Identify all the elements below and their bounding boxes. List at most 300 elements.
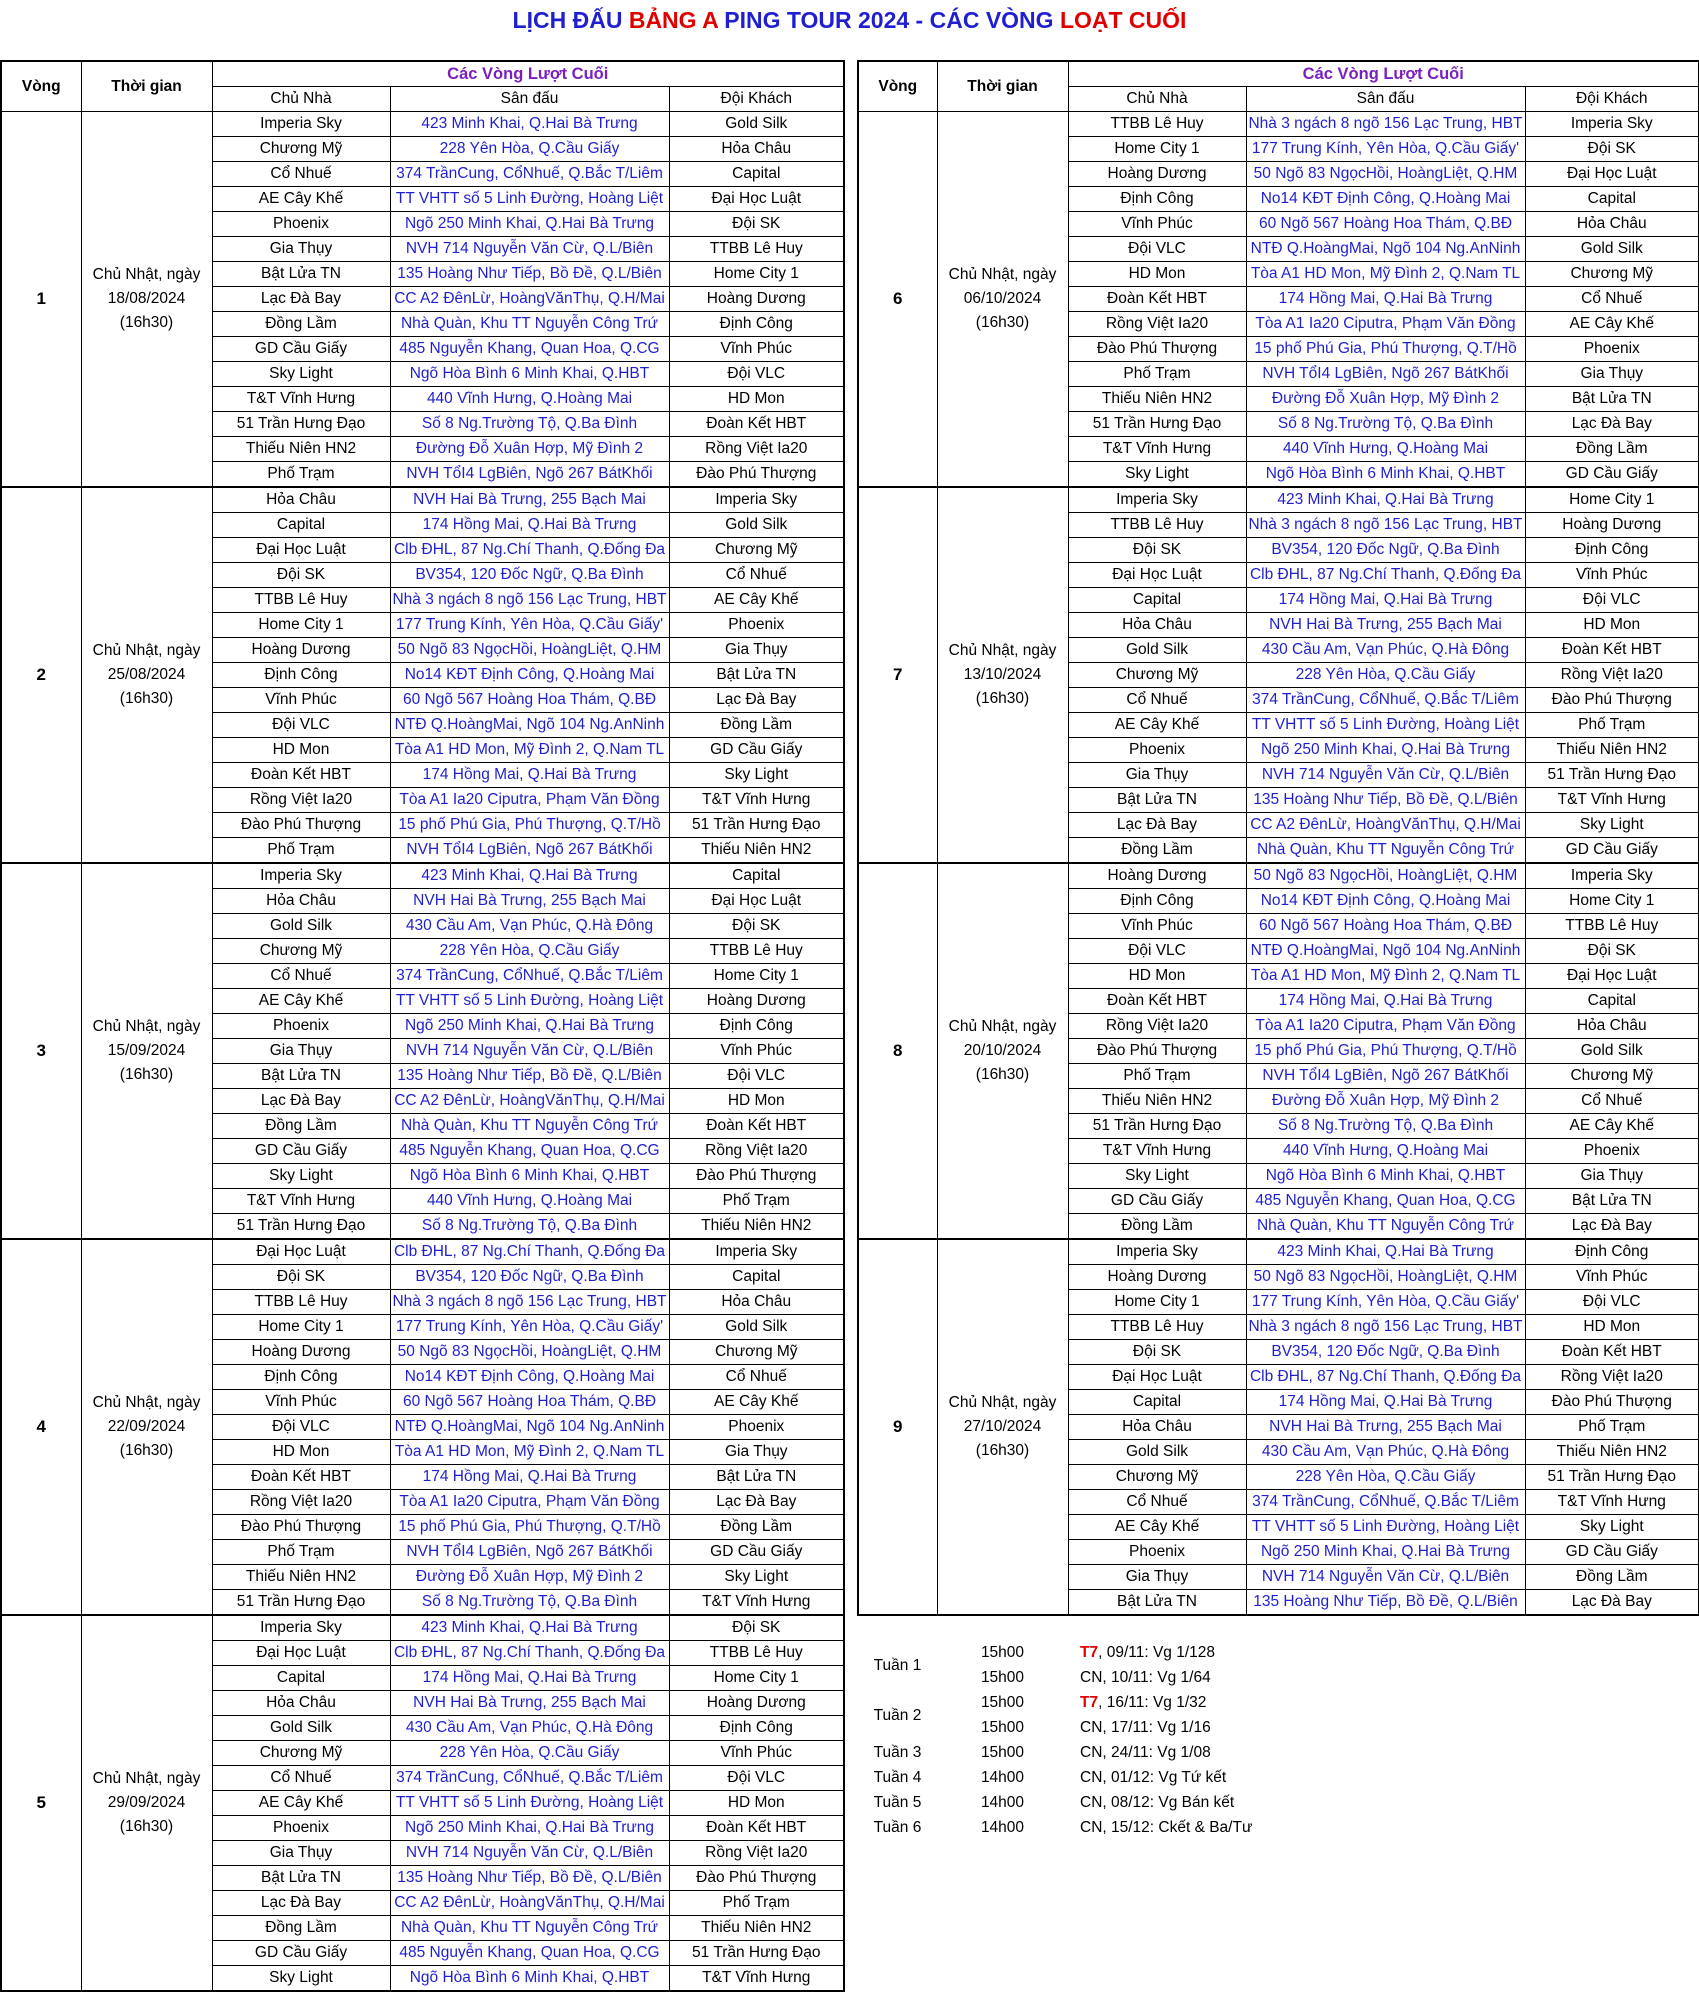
away-team: TTBB Lê Huy	[669, 237, 844, 262]
home-team: Thiếu Niên HN2	[1068, 387, 1246, 412]
away-team: Rồng Việt Ia20	[1525, 1365, 1699, 1390]
venue: 228 Yên Hòa, Q.Cầu Giấy	[390, 939, 669, 964]
venue: Tòa A1 HD Mon, Mỹ Đình 2, Q.Nam TL	[1246, 262, 1525, 287]
venue: NVH 714 Nguyễn Văn Cừ, Q.L/Biên	[390, 1841, 669, 1866]
home-team: Đào Phú Thượng	[212, 1515, 390, 1540]
home-team: Thiếu Niên HN2	[212, 1565, 390, 1590]
header-thoi-gian: Thời gian	[937, 61, 1068, 112]
home-team: Phoenix	[1068, 738, 1246, 763]
away-team: Phố Trạm	[1525, 1415, 1699, 1440]
venue: Số 8 Ng.Trường Tộ, Q.Ba Đình	[390, 1214, 669, 1240]
home-team: GD Cầu Giấy	[212, 1139, 390, 1164]
venue: Số 8 Ng.Trường Tộ, Q.Ba Đình	[1246, 412, 1525, 437]
away-team: Đào Phú Thượng	[669, 1866, 844, 1891]
venue: Clb ĐHL, 87 Ng.Chí Thanh, Q.Đống Đa	[390, 538, 669, 563]
venue: 50 Ngõ 83 NgọcHồi, HoàngLiệt, Q.HM	[390, 638, 669, 663]
venue: 430 Cầu Am, Vạn Phúc, Q.Hà Đông	[1246, 1440, 1525, 1465]
venue: 423 Minh Khai, Q.Hai Bà Trưng	[1246, 487, 1525, 513]
home-team: Lạc Đà Bay	[212, 287, 390, 312]
venue: 440 Vĩnh Hưng, Q.Hoàng Mai	[1246, 437, 1525, 462]
home-team: Đội VLC	[1068, 237, 1246, 262]
away-team: 51 Trần Hưng Đạo	[1525, 1465, 1699, 1490]
home-team: Đồng Lầm	[1068, 838, 1246, 864]
venue: 374 TrầnCung, CổNhuế, Q.Bắc T/Liêm	[390, 964, 669, 989]
home-team: Lạc Đà Bay	[1068, 813, 1246, 838]
away-team: Đào Phú Thượng	[1525, 688, 1699, 713]
home-team: HD Mon	[212, 738, 390, 763]
venue: Tòa A1 Ia20 Ciputra, Phạm Văn Đồng	[1246, 312, 1525, 337]
venue: Ngõ 250 Minh Khai, Q.Hai Bà Trưng	[1246, 738, 1525, 763]
home-team: Rồng Việt Ia20	[1068, 1014, 1246, 1039]
venue: 485 Nguyễn Khang, Quan Hoa, Q.CG	[390, 1139, 669, 1164]
venue: NVH 714 Nguyễn Văn Cừ, Q.L/Biên	[390, 237, 669, 262]
round-number: 5	[1, 1615, 81, 1991]
away-team: Cổ Nhuế	[669, 563, 844, 588]
venue: NVH TổI4 LgBiên, Ngõ 267 BátKhối	[390, 838, 669, 864]
header-chu-nha: Chủ Nhà	[212, 87, 390, 112]
venue: Số 8 Ng.Trường Tộ, Q.Ba Đình	[390, 412, 669, 437]
home-team: Vĩnh Phúc	[1068, 212, 1246, 237]
venue: 174 Hồng Mai, Q.Hai Bà Trưng	[390, 763, 669, 788]
away-team: Cổ Nhuế	[1525, 287, 1699, 312]
venue: TT VHTT số 5 Linh Đường, Hoàng Liệt	[390, 187, 669, 212]
knockout-hour: 15h00	[980, 1669, 1025, 1686]
knockout-detail: CN, 24/11: Vg 1/08	[1080, 1744, 1211, 1761]
round-time: Chủ Nhật, ngày 29/09/2024 (16h30)	[81, 1615, 212, 1991]
venue: 430 Cầu Am, Vạn Phúc, Q.Hà Đông	[1246, 638, 1525, 663]
home-team: T&T Vĩnh Hưng	[1068, 437, 1246, 462]
away-team: Định Công	[669, 1716, 844, 1741]
round-number: 9	[858, 1239, 937, 1615]
knockout-week: Tuần 6	[873, 1819, 922, 1836]
round-number: 7	[858, 487, 937, 863]
venue: Clb ĐHL, 87 Ng.Chí Thanh, Q.Đống Đa	[1246, 563, 1525, 588]
away-team: AE Cây Khế	[669, 1390, 844, 1415]
away-team: AE Cây Khế	[1525, 312, 1699, 337]
venue: Nhà 3 ngách 8 ngõ 156 Lạc Trung, HBT	[1246, 513, 1525, 538]
table-row	[858, 1239, 1699, 1265]
home-team: Cổ Nhuế	[212, 1766, 390, 1791]
venue: 440 Vĩnh Hưng, Q.Hoàng Mai	[390, 1189, 669, 1214]
header-doi-khach: Đội Khách	[669, 87, 844, 112]
knockout-desc	[1068, 1815, 1699, 1840]
home-team: Hoàng Dương	[212, 638, 390, 663]
venue: No14 KĐT Định Công, Q.Hoàng Mai	[1246, 889, 1525, 914]
round-time: Chủ Nhật, ngày 06/10/2024 (16h30)	[937, 112, 1068, 488]
away-team: TTBB Lê Huy	[669, 939, 844, 964]
home-team: AE Cây Khế	[1068, 713, 1246, 738]
away-team: Gia Thụy	[1525, 1164, 1699, 1189]
away-team: GD Cầu Giấy	[1525, 462, 1699, 488]
away-team: TTBB Lê Huy	[1525, 914, 1699, 939]
away-team: Phố Trạm	[669, 1891, 844, 1916]
away-team: Đoàn Kết HBT	[1525, 1340, 1699, 1365]
home-team: Bật Lửa TN	[212, 1866, 390, 1891]
away-team: 51 Trần Hưng Đạo	[669, 1941, 844, 1966]
away-team: Lạc Đà Bay	[669, 688, 844, 713]
away-team: Định Công	[1525, 538, 1699, 563]
home-team: Hỏa Châu	[1068, 1415, 1246, 1440]
home-team: Rồng Việt Ia20	[1068, 312, 1246, 337]
home-team: Đoàn Kết HBT	[212, 1465, 390, 1490]
away-team: Gia Thụy	[669, 638, 844, 663]
away-team: Vĩnh Phúc	[669, 1741, 844, 1766]
home-team: Capital	[1068, 1390, 1246, 1415]
venue: Ngõ 250 Minh Khai, Q.Hai Bà Trưng	[1246, 1540, 1525, 1565]
away-team: Imperia Sky	[669, 487, 844, 513]
header-vong: Vòng	[858, 61, 937, 112]
venue: BV354, 120 Đốc Ngữ, Q.Ba Đình	[390, 1265, 669, 1290]
away-team: Đại Học Luật	[1525, 964, 1699, 989]
venue: Ngõ 250 Minh Khai, Q.Hai Bà Trưng	[390, 212, 669, 237]
away-team: Đội SK	[1525, 939, 1699, 964]
away-team: T&T Vĩnh Hưng	[1525, 788, 1699, 813]
knockout-hour: 15h00	[980, 1719, 1025, 1736]
venue: 440 Vĩnh Hưng, Q.Hoàng Mai	[390, 387, 669, 412]
round-number: 4	[1, 1239, 81, 1615]
home-team: Hoàng Dương	[1068, 1265, 1246, 1290]
venue: NVH TổI4 LgBiên, Ngõ 267 BátKhối	[390, 462, 669, 488]
home-team: Chương Mỹ	[212, 1741, 390, 1766]
knockout-detail: CN, 10/11: Vg 1/64	[1080, 1669, 1211, 1686]
home-team: Đại Học Luật	[212, 538, 390, 563]
venue: 15 phố Phú Gia, Phú Thượng, Q.T/Hồ	[1246, 1039, 1525, 1064]
venue: Nhà Quàn, Khu TT Nguyễn Công Trứ	[390, 1916, 669, 1941]
venue: Đường Đỗ Xuân Hợp, Mỹ Đình 2	[1246, 387, 1525, 412]
home-team: Home City 1	[212, 613, 390, 638]
home-team: Cổ Nhuế	[212, 162, 390, 187]
away-team: HD Mon	[669, 1791, 844, 1816]
away-team: Đội VLC	[1525, 1290, 1699, 1315]
venue: NVH TổI4 LgBiên, Ngõ 267 BátKhối	[390, 1540, 669, 1565]
venue: BV354, 120 Đốc Ngữ, Q.Ba Đình	[1246, 538, 1525, 563]
venue: No14 KĐT Định Công, Q.Hoàng Mai	[390, 1365, 669, 1390]
venue: 60 Ngõ 567 Hoàng Hoa Thám, Q.BĐ	[390, 1390, 669, 1415]
table-row	[1, 1239, 844, 1265]
home-team: Phố Trạm	[212, 1540, 390, 1565]
away-team: GD Cầu Giấy	[1525, 838, 1699, 864]
knockout-desc	[1068, 1790, 1699, 1815]
away-team: Đội SK	[1525, 137, 1699, 162]
away-team: GD Cầu Giấy	[1525, 1540, 1699, 1565]
away-team: Gold Silk	[669, 513, 844, 538]
round-time: Chủ Nhật, ngày 22/09/2024 (16h30)	[81, 1239, 212, 1615]
knockout-detail: , 16/11: Vg 1/32	[1098, 1694, 1207, 1711]
venue: Ngõ Hòa Bình 6 Minh Khai, Q.HBT	[1246, 462, 1525, 488]
away-team: Đại Học Luật	[669, 187, 844, 212]
away-team: Đồng Lầm	[669, 1515, 844, 1540]
away-team: Đại Học Luật	[1525, 162, 1699, 187]
venue: Đường Đỗ Xuân Hợp, Mỹ Đình 2	[1246, 1089, 1525, 1114]
away-team: Hoàng Dương	[669, 287, 844, 312]
away-team: Đào Phú Thượng	[669, 1164, 844, 1189]
home-team: Home City 1	[212, 1315, 390, 1340]
away-team: Định Công	[669, 312, 844, 337]
away-team: Gia Thụy	[669, 1440, 844, 1465]
venue: 228 Yên Hòa, Q.Cầu Giấy	[390, 137, 669, 162]
away-team: Hỏa Châu	[1525, 212, 1699, 237]
venue: 135 Hoàng Như Tiếp, Bồ Đề, Q.L/Biên	[390, 262, 669, 287]
away-team: Bật Lửa TN	[1525, 1189, 1699, 1214]
home-team: HD Mon	[212, 1440, 390, 1465]
away-team: Rồng Việt Ia20	[1525, 663, 1699, 688]
away-team: Đoàn Kết HBT	[669, 1114, 844, 1139]
away-team: T&T Vĩnh Hưng	[669, 1966, 844, 1992]
venue: NTĐ Q.HoàngMai, Ngõ 104 Ng.AnNinh	[390, 713, 669, 738]
home-team: Hỏa Châu	[1068, 613, 1246, 638]
round-time: Chủ Nhật, ngày 18/08/2024 (16h30)	[81, 112, 212, 488]
away-team: Gold Silk	[669, 1315, 844, 1340]
home-team: Đội VLC	[1068, 939, 1246, 964]
venue: Clb ĐHL, 87 Ng.Chí Thanh, Q.Đống Đa	[1246, 1365, 1525, 1390]
round-time: Chủ Nhật, ngày 20/10/2024 (16h30)	[937, 863, 1068, 1239]
away-team: GD Cầu Giấy	[669, 1540, 844, 1565]
home-team: Imperia Sky	[212, 863, 390, 889]
home-team: Phố Trạm	[1068, 362, 1246, 387]
knockout-hour: 14h00	[980, 1794, 1025, 1811]
away-team: Home City 1	[1525, 889, 1699, 914]
venue: Tòa A1 Ia20 Ciputra, Phạm Văn Đồng	[1246, 1014, 1525, 1039]
venue: 50 Ngõ 83 NgọcHồi, HoàngLiệt, Q.HM	[390, 1340, 669, 1365]
away-team: Đồng Lầm	[1525, 1565, 1699, 1590]
away-team: Chương Mỹ	[1525, 262, 1699, 287]
home-team: 51 Trần Hưng Đạo	[1068, 412, 1246, 437]
home-team: Chương Mỹ	[212, 939, 390, 964]
venue: 374 TrầnCung, CổNhuế, Q.Bắc T/Liêm	[390, 1766, 669, 1791]
venue: No14 KĐT Định Công, Q.Hoàng Mai	[390, 663, 669, 688]
venue: Nhà 3 ngách 8 ngõ 156 Lạc Trung, HBT	[390, 1290, 669, 1315]
venue: Số 8 Ng.Trường Tộ, Q.Ba Đình	[1246, 1114, 1525, 1139]
venue: 15 phố Phú Gia, Phú Thượng, Q.T/Hồ	[390, 1515, 669, 1540]
venue: 177 Trung Kính, Yên Hòa, Q.Cầu Giấy'	[1246, 137, 1525, 162]
away-team: Lạc Đà Bay	[669, 1490, 844, 1515]
home-team: T&T Vĩnh Hưng	[212, 387, 390, 412]
venue: TT VHTT số 5 Linh Đường, Hoàng Liệt	[1246, 1515, 1525, 1540]
away-team: Home City 1	[669, 964, 844, 989]
venue: 135 Hoàng Như Tiếp, Bồ Đề, Q.L/Biên	[390, 1866, 669, 1891]
home-team: Đồng Lầm	[212, 1916, 390, 1941]
home-team: Lạc Đà Bay	[212, 1089, 390, 1114]
away-team: 51 Trần Hưng Đạo	[669, 813, 844, 838]
away-team: Capital	[1525, 187, 1699, 212]
away-team: Rồng Việt Ia20	[669, 1139, 844, 1164]
away-team: Thiếu Niên HN2	[669, 1916, 844, 1941]
home-team: Cổ Nhuế	[1068, 1490, 1246, 1515]
venue: 50 Ngõ 83 NgọcHồi, HoàngLiệt, Q.HM	[1246, 863, 1525, 889]
venue: 177 Trung Kính, Yên Hòa, Q.Cầu Giấy'	[390, 613, 669, 638]
home-team: Định Công	[1068, 187, 1246, 212]
venue: 485 Nguyễn Khang, Quan Hoa, Q.CG	[390, 337, 669, 362]
away-team: Hoàng Dương	[1525, 513, 1699, 538]
knockout-desc	[1068, 1665, 1699, 1690]
knockout-timetable	[858, 1640, 1699, 1840]
venue: NVH TổI4 LgBiên, Ngõ 267 BátKhối	[1246, 1064, 1525, 1089]
venue: BV354, 120 Đốc Ngữ, Q.Ba Đình	[390, 563, 669, 588]
home-team: Imperia Sky	[212, 112, 390, 137]
home-team: Đội VLC	[212, 713, 390, 738]
venue: NVH Hai Bà Trưng, 255 Bạch Mai	[390, 487, 669, 513]
home-team: Hoàng Dương	[1068, 162, 1246, 187]
away-team: Sky Light	[669, 763, 844, 788]
venue: Nhà Quàn, Khu TT Nguyễn Công Trứ	[1246, 838, 1525, 864]
home-team: Đồng Lầm	[1068, 1214, 1246, 1240]
away-team: Home City 1	[669, 262, 844, 287]
round-time: Chủ Nhật, ngày 15/09/2024 (16h30)	[81, 863, 212, 1239]
venue: 228 Yên Hòa, Q.Cầu Giấy	[390, 1741, 669, 1766]
venue: CC A2 ĐênLừ, HoàngVănThụ, Q.H/Mai	[390, 1891, 669, 1916]
knockout-week: Tuần 5	[873, 1794, 922, 1811]
home-team: Thiếu Niên HN2	[1068, 1089, 1246, 1114]
round-number: 1	[1, 112, 81, 488]
header-san-dau: Sân đấu	[1246, 87, 1525, 112]
venue: 50 Ngõ 83 NgọcHồi, HoàngLiệt, Q.HM	[1246, 162, 1525, 187]
venue: NTĐ Q.HoàngMai, Ngõ 104 Ng.AnNinh	[1246, 939, 1525, 964]
home-team: Sky Light	[212, 1966, 390, 1992]
away-team: HD Mon	[1525, 613, 1699, 638]
header-group: Các Vòng Lượt Cuối	[212, 61, 844, 87]
venue: Clb ĐHL, 87 Ng.Chí Thanh, Q.Đống Đa	[390, 1641, 669, 1666]
home-team: Gia Thụy	[212, 1039, 390, 1064]
knockout-week: Tuần 4	[873, 1769, 922, 1786]
away-team: Thiếu Niên HN2	[1525, 1440, 1699, 1465]
home-team: Đội VLC	[212, 1415, 390, 1440]
knockout-row	[858, 1740, 1699, 1765]
away-team: Đoàn Kết HBT	[1525, 638, 1699, 663]
home-team: Đội SK	[212, 563, 390, 588]
venue: NVH Hai Bà Trưng, 255 Bạch Mai	[1246, 1415, 1525, 1440]
away-team: Thiếu Niên HN2	[669, 1214, 844, 1240]
page-title	[0, 2, 1699, 38]
away-team: Sky Light	[1525, 813, 1699, 838]
venue: Tòa A1 HD Mon, Mỹ Đình 2, Q.Nam TL	[1246, 964, 1525, 989]
venue: Ngõ Hòa Bình 6 Minh Khai, Q.HBT	[390, 1164, 669, 1189]
home-team: Hoàng Dương	[1068, 863, 1246, 889]
away-team: Thiếu Niên HN2	[1525, 738, 1699, 763]
round-time: Chủ Nhật, ngày 27/10/2024 (16h30)	[937, 1239, 1068, 1615]
home-team: Bật Lửa TN	[212, 1064, 390, 1089]
title-part-1: LỊCH ĐẤU	[512, 7, 629, 33]
knockout-detail: CN, 17/11: Vg 1/16	[1080, 1719, 1211, 1736]
knockout-hour: 15h00	[980, 1644, 1025, 1661]
table-row	[1, 112, 844, 137]
away-team: Gold Silk	[1525, 1039, 1699, 1064]
home-team: Gold Silk	[212, 914, 390, 939]
venue: Nhà 3 ngách 8 ngõ 156 Lạc Trung, HBT	[1246, 1315, 1525, 1340]
venue: CC A2 ĐênLừ, HoàngVănThụ, Q.H/Mai	[390, 1089, 669, 1114]
home-team: Phoenix	[1068, 1540, 1246, 1565]
venue: Ngõ Hòa Bình 6 Minh Khai, Q.HBT	[390, 362, 669, 387]
away-team: Cổ Nhuế	[669, 1365, 844, 1390]
venue: 485 Nguyễn Khang, Quan Hoa, Q.CG	[1246, 1189, 1525, 1214]
header-vong: Vòng	[1, 61, 81, 112]
away-team: Đội VLC	[1525, 588, 1699, 613]
venue: 423 Minh Khai, Q.Hai Bà Trưng	[390, 863, 669, 889]
title-part-3: PING TOUR 2024 - CÁC VÒNG	[717, 7, 1060, 33]
away-team: Định Công	[1525, 1239, 1699, 1265]
home-team: Đào Phú Thượng	[1068, 1039, 1246, 1064]
venue: Đường Đỗ Xuân Hợp, Mỹ Đình 2	[390, 1565, 669, 1590]
venue: TT VHTT số 5 Linh Đường, Hoàng Liệt	[1246, 713, 1525, 738]
venue: NVH 714 Nguyễn Văn Cừ, Q.L/Biên	[1246, 1565, 1525, 1590]
venue: 174 Hồng Mai, Q.Hai Bà Trưng	[390, 513, 669, 538]
away-team: Hỏa Châu	[669, 137, 844, 162]
venue: 174 Hồng Mai, Q.Hai Bà Trưng	[1246, 588, 1525, 613]
home-team: Bật Lửa TN	[1068, 1590, 1246, 1616]
home-team: Sky Light	[1068, 462, 1246, 488]
title-part-2: BẢNG A	[628, 7, 718, 33]
knockout-desc	[1068, 1640, 1699, 1665]
away-team: Lạc Đà Bay	[1525, 412, 1699, 437]
away-team: Đoàn Kết HBT	[669, 412, 844, 437]
knockout-detail: , 09/11: Vg 1/128	[1098, 1644, 1216, 1661]
away-team: T&T Vĩnh Hưng	[669, 1590, 844, 1616]
venue: NVH TổI4 LgBiên, Ngõ 267 BátKhối	[1246, 362, 1525, 387]
away-team: Bật Lửa TN	[669, 1465, 844, 1490]
home-team: Đoàn Kết HBT	[1068, 287, 1246, 312]
venue: NVH Hai Bà Trưng, 255 Bạch Mai	[390, 1691, 669, 1716]
knockout-row	[858, 1815, 1699, 1840]
home-team: Đoàn Kết HBT	[212, 763, 390, 788]
round-time: Chủ Nhật, ngày 13/10/2024 (16h30)	[937, 487, 1068, 863]
home-team: Capital	[212, 1666, 390, 1691]
venue: NVH 714 Nguyễn Văn Cừ, Q.L/Biên	[390, 1039, 669, 1064]
home-team: TTBB Lê Huy	[1068, 513, 1246, 538]
home-team: Imperia Sky	[1068, 487, 1246, 513]
home-team: AE Cây Khế	[212, 1791, 390, 1816]
away-team: Chương Mỹ	[1525, 1064, 1699, 1089]
home-team: TTBB Lê Huy	[212, 1290, 390, 1315]
home-team: Hỏa Châu	[212, 487, 390, 513]
home-team: T&T Vĩnh Hưng	[212, 1189, 390, 1214]
away-team: Đội SK	[669, 1615, 844, 1641]
away-team: Đại Học Luật	[669, 889, 844, 914]
venue: 177 Trung Kính, Yên Hòa, Q.Cầu Giấy'	[390, 1315, 669, 1340]
home-team: Cổ Nhuế	[1068, 688, 1246, 713]
knockout-desc	[1068, 1715, 1699, 1740]
away-team: Rồng Việt Ia20	[669, 437, 844, 462]
away-team: Vĩnh Phúc	[669, 337, 844, 362]
away-team: Home City 1	[669, 1666, 844, 1691]
home-team: Đại Học Luật	[212, 1641, 390, 1666]
away-team: Phoenix	[669, 613, 844, 638]
knockout-week: Tuần 1	[873, 1656, 922, 1674]
knockout-row	[858, 1715, 1699, 1740]
venue: 423 Minh Khai, Q.Hai Bà Trưng	[1246, 1239, 1525, 1265]
knockout-week: Tuần 3	[873, 1744, 922, 1761]
away-team: HD Mon	[1525, 1315, 1699, 1340]
knockout-hour: 15h00	[980, 1744, 1025, 1761]
venue: No14 KĐT Định Công, Q.Hoàng Mai	[1246, 187, 1525, 212]
venue: Tòa A1 Ia20 Ciputra, Phạm Văn Đồng	[390, 1490, 669, 1515]
away-team: Đội VLC	[669, 362, 844, 387]
home-team: Gold Silk	[1068, 638, 1246, 663]
knockout-day-prefix: T7	[1080, 1644, 1099, 1661]
knockout-detail: CN, 08/12: Vg Bán kết	[1080, 1794, 1235, 1811]
home-team: Lạc Đà Bay	[212, 1891, 390, 1916]
venue: 228 Yên Hòa, Q.Cầu Giấy	[1246, 1465, 1525, 1490]
venue: Đường Đỗ Xuân Hợp, Mỹ Đình 2	[390, 437, 669, 462]
home-team: TTBB Lê Huy	[212, 588, 390, 613]
table-row	[1, 487, 844, 513]
away-team: Đào Phú Thượng	[1525, 1390, 1699, 1415]
knockout-hour: 14h00	[980, 1769, 1025, 1786]
venue: TT VHTT số 5 Linh Đường, Hoàng Liệt	[390, 989, 669, 1014]
venue: Số 8 Ng.Trường Tộ, Q.Ba Đình	[390, 1590, 669, 1616]
venue: Clb ĐHL, 87 Ng.Chí Thanh, Q.Đống Đa	[390, 1239, 669, 1265]
venue: Nhà 3 ngách 8 ngõ 156 Lạc Trung, HBT	[390, 588, 669, 613]
away-team: Đồng Lầm	[669, 713, 844, 738]
away-team: Vĩnh Phúc	[1525, 563, 1699, 588]
